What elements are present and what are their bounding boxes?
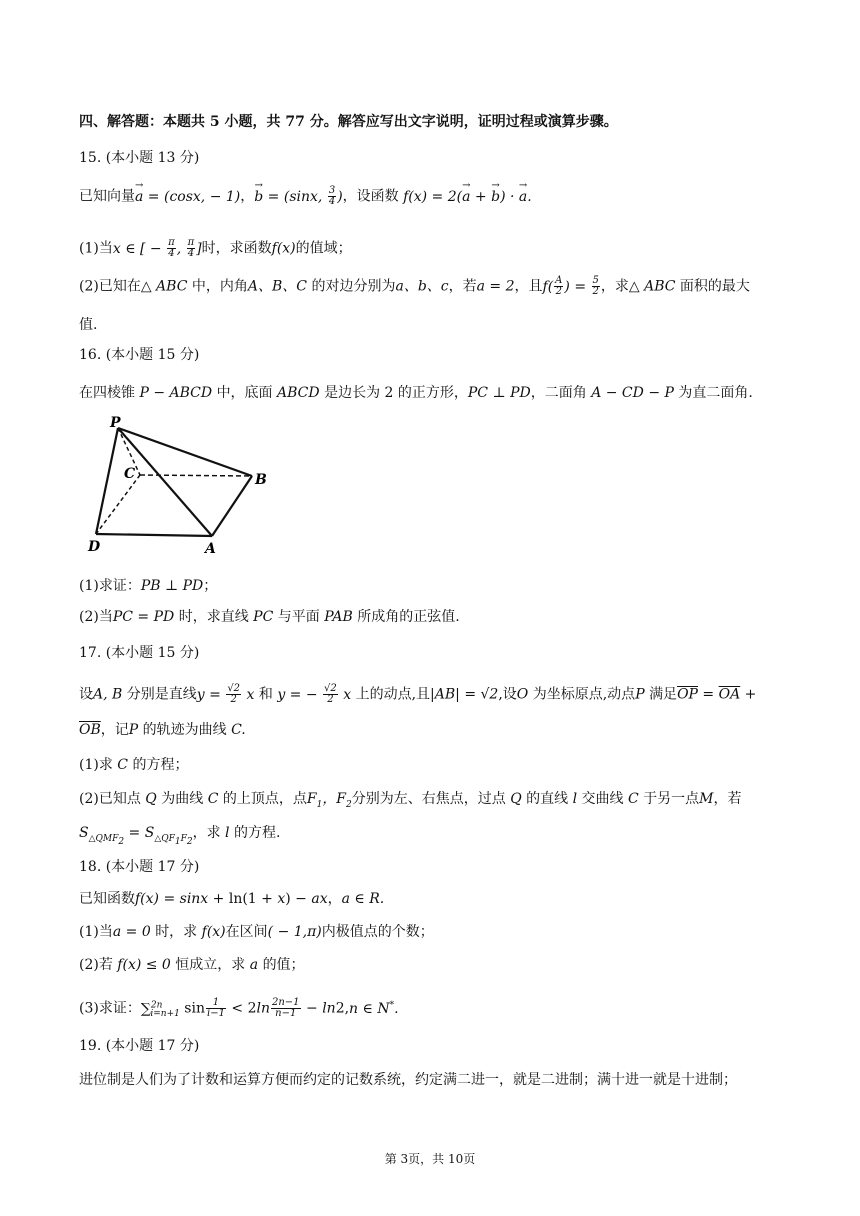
q18-header: 18. (本小题 17 分) [79, 859, 200, 875]
q19-stem: 进位制是人们为了计数和运算方便而约定的记数系统，约定满二进一，就是二进制；满十进一就是十进制； [79, 1072, 737, 1088]
label-d: D [88, 539, 101, 555]
q17-stem: 设A, B 分别是直线y = $\frac{√2}{2}$ x 和 y = − $\frac{√2}{2}$ x 上的动点,且|AB| = √2,设O 为坐标原点,动点P 满足$\overline{OP} = \overline{OA}$ + [79, 683, 757, 705]
q15-stem: 已知向量→ a = (cosx, − 1)，→ b = (sinx, $\frac{3}{4}$ )，设函数 f(x) = 2(→ a + → b) · → a. [79, 186, 532, 207]
edge-ab [212, 476, 252, 536]
q18-part1: (1)当a = 0 时，求 f(x)在区间( − 1,π)内极值点的个数； [79, 924, 434, 940]
q16-header: 16. (本小题 15 分) [79, 347, 200, 363]
q18-part3: (3)求证：∑$^{2n}_{i=n+1}$ sin $\frac{1}{i-1}$ < 2ln $\frac{2n-1}{n-1}$ − ln2,n ∈ N*. [79, 997, 399, 1020]
edge-da [96, 534, 212, 536]
q19-header: 19. (本小题 17 分) [79, 1038, 200, 1054]
section-title: 四、解答题：本题共 5 小题，共 77 分。解答应写出文字说明，证明过程或演算步骤。 [79, 114, 618, 130]
q17-part2: (2)已知点 Q 为曲线 C 的上顶点，点$F_1$，$F_2$分别为左、右焦点，过点 Q 的直线 l 交曲线 C 于另一点M，若 [79, 791, 742, 810]
q16-part2: (2)当PC = PD 时，求直线 PC 与平面 PAB 所成角的正弦值. [79, 609, 460, 625]
q15-part1: (1)当x ∈ [ − $\frac{\pi}{4}$ , $\frac{\pi}{4}$ ]时，求函数f(x)的值域； [79, 237, 352, 259]
q15-part2-cont: 值. [79, 317, 98, 333]
q16-part1: (1)求证：PB ⊥ PD； [79, 578, 218, 594]
label-c: C [124, 466, 136, 482]
edge-cb [140, 475, 252, 476]
q15-part2: (2)已知在△ ABC 中，内角A、B、C 的对边分别为a、b、c，若a = 2，且f( $\frac{A}{2}$ ) = $\frac{5}{2}$ ，求△ ABC 面积的最大 [79, 275, 750, 297]
edge-pd [96, 428, 118, 534]
label-b: B [255, 472, 267, 488]
q17-part2-cont: $S_{\triangle QMF_2} = S_{\triangle QF_1F_2}$，求 l 的方程. [79, 825, 281, 847]
q17-part1: (1)求 C 的方程； [79, 757, 189, 773]
label-a: A [205, 541, 216, 557]
q18-part2: (2)若 f(x) ≤ 0 恒成立，求 a 的值； [79, 957, 305, 973]
q16-stem: 在四棱锥 P − ABCD 中，底面 ABCD 是边长为 2 的正方形，PC ⊥ PD，二面角 A − CD − P 为直二面角. [79, 385, 753, 401]
pyramid-figure [82, 412, 277, 560]
page-footer: 第 3页，共 10页 [384, 1152, 476, 1166]
q17-header: 17. (本小题 15 分) [79, 645, 200, 661]
q17-stem-cont: $\overline{OB}$，记P 的轨迹为曲线 C. [79, 722, 246, 738]
q15-header: 15. (本小题 13 分) [79, 150, 200, 166]
q18-stem: 已知函数f(x) = sinx + ln(1 + x) − ax，a ∈ R. [79, 891, 385, 907]
label-p: P [110, 415, 121, 431]
